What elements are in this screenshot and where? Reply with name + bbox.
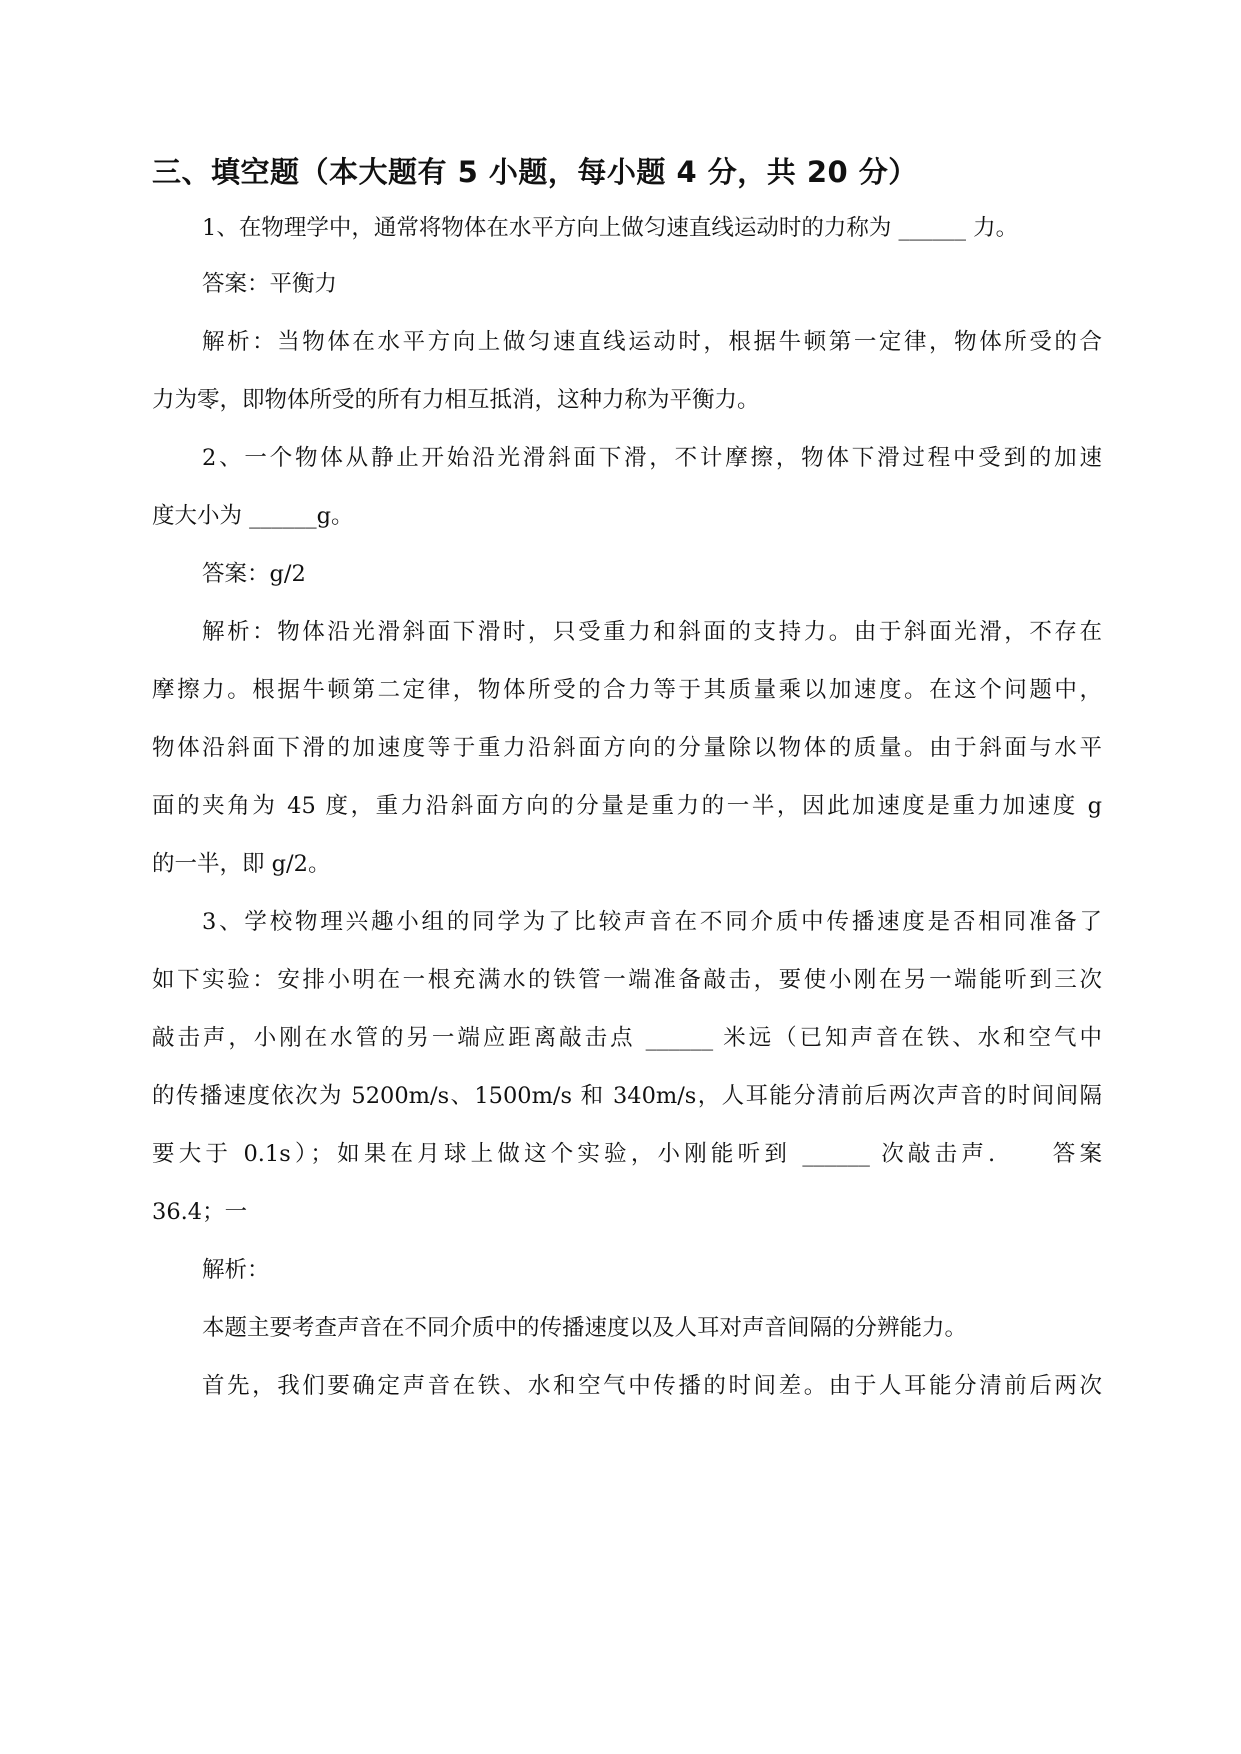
q1-text: 1、在物理学中，通常将物体在水平方向上做匀速直线运动时的力称为 ______ 力。 [202, 215, 1019, 241]
q1-analysis-line-1: 解析：当物体在水平方向上做匀速直线运动时，根据牛顿第一定律，物体所受的合 [202, 329, 1102, 355]
q3-text-line-1: 3、学校物理兴趣小组的同学为了比较声音在不同介质中传播速度是否相同准备了 [202, 909, 1102, 935]
q3-answer: 36.4；一 [152, 1199, 248, 1225]
document-page [152, 0, 1102, 1754]
q3-text-line-5: 要大于 0.1s）；如果在月球上做这个实验，小刚能听到 ______ 次敲击声. 答案 [152, 1141, 1102, 1167]
q2-analysis-line-3: 物体沿斜面下滑的加速度等于重力沿斜面方向的分量除以物体的质量。由于斜面与水平 [152, 735, 1102, 761]
q1-answer: 答案：平衡力 [202, 271, 338, 297]
q2-analysis-line-5: 的一半，即 g/2。 [152, 851, 331, 877]
q2-text-line-1: 2、一个物体从静止开始沿光滑斜面下滑，不计摩擦，物体下滑过程中受到的加速 [202, 445, 1102, 471]
q3-analysis-label: 解析： [202, 1257, 270, 1283]
q3-text-line-2: 如下实验：安排小明在一根充满水的铁管一端准备敲击，要使小刚在另一端能听到三次 [152, 967, 1102, 993]
q3-analysis-line-2: 首先，我们要确定声音在铁、水和空气中传播的时间差。由于人耳能分清前后两次 [202, 1373, 1102, 1399]
q2-answer: 答案：g/2 [202, 561, 306, 587]
q3-text-line-3: 敲击声，小刚在水管的另一端应距离敲击点 ______ 米远（已知声音在铁、水和空气中 [152, 1025, 1102, 1051]
q3-analysis-line-1: 本题主要考查声音在不同介质中的传播速度以及人耳对声音间隔的分辨能力。 [202, 1315, 968, 1341]
q2-analysis-line-4: 面的夹角为 45 度，重力沿斜面方向的分量是重力的一半，因此加速度是重力加速度 g [152, 793, 1102, 819]
q1-analysis-line-2: 力为零，即物体所受的所有力相互抵消，这种力称为平衡力。 [152, 387, 760, 413]
q2-analysis-line-2: 摩擦力。根据牛顿第二定律，物体所受的合力等于其质量乘以加速度。在这个问题中， [152, 677, 1102, 703]
q2-text-line-2: 度大小为 ______g。 [152, 503, 354, 529]
q2-analysis-line-1: 解析：物体沿光滑斜面下滑时，只受重力和斜面的支持力。由于斜面光滑，不存在 [202, 619, 1102, 645]
q3-text-line-4: 的传播速度依次为 5200m/s、1500m/s 和 340m/s，人耳能分清前后两次声音的时间间隔 [152, 1083, 1102, 1109]
section-title: 三、填空题（本大题有 5 小题，每小题 4 分，共 20 分） [152, 155, 918, 189]
